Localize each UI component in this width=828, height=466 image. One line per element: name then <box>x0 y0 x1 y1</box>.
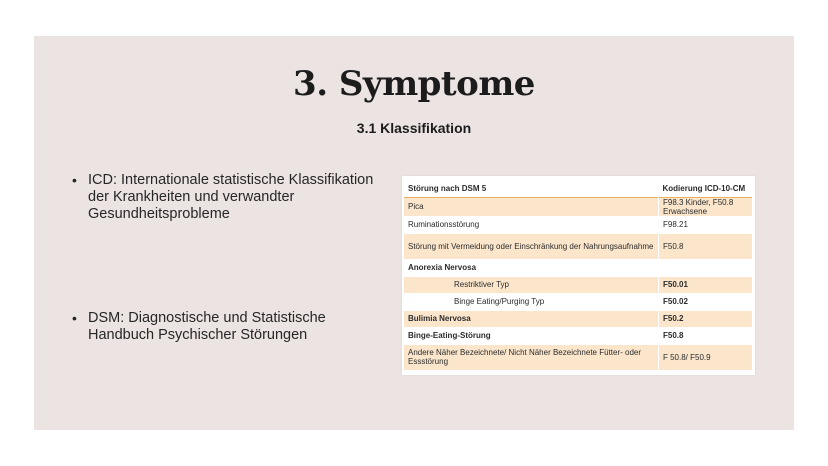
bullet-text: DSM: Diagnostische und Statistische Handbuch Psychischer Störungen <box>88 310 326 343</box>
cell-code: F50.8 <box>659 327 753 344</box>
header-disorder: Störung nach DSM 5 <box>408 183 487 193</box>
table-row <box>404 216 752 233</box>
classification-table <box>404 180 752 371</box>
table-row <box>404 259 752 276</box>
cell-code: F50.8 <box>659 233 753 259</box>
table-row <box>404 344 752 370</box>
cell-disorder: Störung mit Vermeidung oder Einschränkung der Nahrungsaufnahme <box>404 233 659 259</box>
classification-table-image <box>402 176 755 375</box>
cell-disorder: Ruminationsstörung <box>404 216 659 233</box>
cell-code: F50.02 <box>659 293 753 310</box>
cell-disorder: Binge Eating/Purging Typ <box>404 293 659 310</box>
cell-code: F50.2 <box>659 310 753 327</box>
bullet-item-dsm <box>72 310 392 344</box>
cell-disorder: Binge-Eating-Störung <box>404 327 659 344</box>
bullet-dot-icon: • <box>72 172 77 188</box>
cell-disorder: Andere Näher Bezeichnete/ Nicht Näher Bezeichnete Fütter- oder Essstörung <box>404 344 659 370</box>
cell-code: F98.3 Kinder, F50.8 Erwachsene <box>659 197 753 216</box>
bullet-text: ICD: Internationale statistische Klassifikation der Krankheiten und verwandter Gesundheitsprobleme <box>88 172 374 222</box>
table-row <box>404 276 752 293</box>
cell-disorder: Anorexia Nervosa <box>404 259 659 276</box>
cell-code <box>659 259 753 276</box>
bullet-item-icd <box>72 172 392 223</box>
cell-code: F98.21 <box>659 216 753 233</box>
bullet-dot-icon: • <box>72 310 77 326</box>
cell-disorder: Bulimia Nervosa <box>404 310 659 327</box>
table-row <box>404 327 752 344</box>
slide-subtitle: 3.1 Klassifikation <box>356 120 472 136</box>
slide-title: 3. Symptome <box>293 64 535 104</box>
cell-code: F 50.8/ F50.9 <box>659 344 753 370</box>
table-row <box>404 233 752 259</box>
table-header-row <box>404 180 752 197</box>
cell-code: F50.01 <box>659 276 753 293</box>
header-code: Kodierung ICD-10-CM <box>662 183 746 193</box>
table-row <box>404 197 752 216</box>
table-row <box>404 310 752 327</box>
cell-disorder: Pica <box>404 197 659 216</box>
cell-disorder: Restriktiver Typ <box>404 276 659 293</box>
slide <box>34 36 794 430</box>
table-row <box>404 293 752 310</box>
